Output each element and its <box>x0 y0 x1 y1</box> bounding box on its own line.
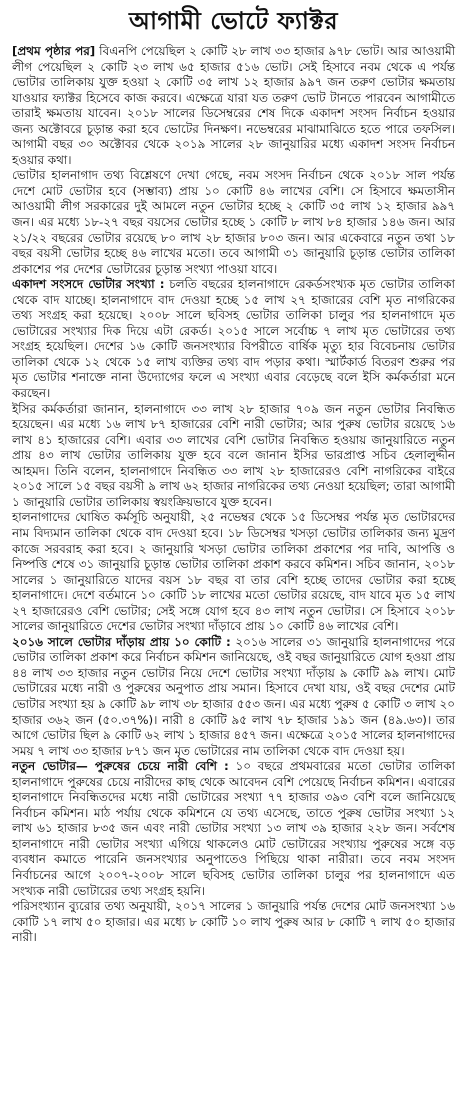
headline: আগামী ভোটে ফ্যাক্টর <box>128 7 339 35</box>
paragraph-7-text: ১০ বছরে প্রথমবারের মতো ভোটার তালিকা হালনাগাদে পুরুষের চেয়ে নারীদের কাছ থেকে আবেদন বেশি পেয়েছে নির্বাচন কমিশন। এবারের হালনাগাদে নিবন্ধিতদের মধ্যে নারী ভোটারের সংখ্যা ৭৭ হাজার ৩৯৩ বেশি বলে জানিয়েছে নির্বাচন কমিশন। মাঠ পর্যায় থেকে কমিশনে যে তথ্য এসেছে, তাতে পুরুষ ভোটার সংখ্যা ১২ লাখ ৬১ হাজার ৮৩৫ জন এবং নারী ভোটার সংখ্যা ১৩ লাখ ৩৯ হাজার ২২৮ জন। সর্বশেষ হালনাগাদে নারী ভোটার সংখ্যা এগিয়ে থাকলেও মোট ভোটারের সংখ্যায় পুরুষের সঙ্গে বড় ব্যবধান কমাতে পারেনি জনসংখ্যার অনুপাতেও পিছিয়ে থাকা নারীরা। তবে নবম সংসদ নির্বাচনের আগে ২০০৭-২০০৮ সালে ছবিসহ ভোটার তালিকা চালুর পর হালনাগাদে এত সংখ্যক নারী ভোটারের তথ্য সংগ্রহ হয়নি। <box>12 759 455 898</box>
subheading-new-voters-women: নতুন ভোটার— পুরুষের চেয়ে নারী বেশি : <box>12 759 229 774</box>
paragraph-1 <box>12 44 455 168</box>
subheading-eleventh-parliament-voters: একাদশ সংসদে ভোটার সংখ্যা : <box>12 277 165 292</box>
paragraph-6-text: ২০১৬ সালের ৩১ জানুয়ারি হালনাগাদের পরে ভোটার তালিকা প্রকাশ করে নির্বাচন কমিশন জানিয়েছে, ওই বছর জানুয়ারিতে যোগ হওয়া প্রায় ৪৪ লাখ ৩৩ হাজার নতুন ভোটার নিয়ে দেশে ভোটার সংখ্যা দাঁড়ায় ৯ কোটি ৯৯ লাখ। মোট ভোটারের মধ্যে নারী ও পুরুষের অনুপাত প্রায় সমান। হিসাবে দেখা যায়, ওই বছর দেশের মোট ভোটার সংখ্যা হয় ৯ কোটি ৯৮ লাখ ৩৮ হাজার ৫৫৩ জন। এর মধ্যে পুরুষ ৫ কোটি ৩ লাখ ২০ হাজার ৩৬২ জন (৫০.৩৭%)। নারী ৪ কোটি ৯৫ লাখ ৭৮ হাজার ১৯১ জন (৪৯.৬৩)। তার আগে ভোটার ছিল ৯ কোটি ৬২ লাখ ১ হাজার ৪৫৭ জন। এক্ষেত্রে ২০১৫ সালের হালনাগাদের সময় ৭ লাখ ৩৩ হাজার ৮৭১ জন মৃত ভোটারের নাম তালিকা থেকে বাদ দেওয়া হয়। <box>12 634 455 758</box>
paragraph-8: পরিসংখ্যান ব্যুরোর তথ্য অনুযায়ী, ২০১৭ সালের ১ জানুয়ারি পর্যন্ত দেশের মোট জনসংখ্যা ১৬ কোটি ১৭ লাখ ৫০ হাজার। এর মধ্যে ৮ কোটি ১০ লাখ পুরুষ আর ৮ কোটি ৭ লাখ ৫০ হাজার নারী। <box>12 899 455 945</box>
paragraph-3 <box>12 277 455 401</box>
paragraph-6 <box>12 635 455 759</box>
paragraph-3-text: চলতি বছরের হালনাগাদে রেকর্ডসংখ্যক মৃত ভোটার তালিকা থেকে বাদ যাচ্ছে। হালনাগাদে বাদ দেওয়া হচ্ছে ১৫ লাখ ২৭ হাজারের বেশি মৃত নাগরিকের তথ্য সংগ্রহ করা হয়েছে। ২০০৮ সালে ছবিসহ ভোটার তালিকা চালুর পর হালনাগাদে মৃত ভোটারের সংখ্যার দিক দিয়ে এটা রেকর্ড। ২০১৫ সালে সর্বোচ্চ ৭ লাখ মৃত ভোটারের তথ্য সংগ্রহ হয়েছিল। দেশের ১৬ কোটি জনসংখ্যার বিপরীতে বার্ষিক মৃত্যু হার বিবেচনায় ভোটার তালিকা থেকে ১২ থেকে ১৫ লাখ ব্যক্তির তথ্য বাদ পড়ার কথা। স্মার্টকার্ড বিতরণ শুরুর পর মৃত ভোটার শনাক্তে নানা উদ্যোগের ফলে এ সংখ্যা এবার বেড়েছে বলে ইসি কর্মকর্তারা মনে করছেন। <box>12 277 455 401</box>
paragraph-1-text: বিএনপি পেয়েছিল ২ কোটি ২৮ লাখ ৩৩ হাজার ৯৭৮ ভোট। আর আওয়ামী লীগ পেয়েছিল ২ কোটি ২৩ লাখ ৬৫ হাজার ৫১৬ ভোট। সেই হিসাবে নবম থেকে এ পর্যন্ত ভোটার তালিকায় যুক্ত হওয়া ২ কোটি ৩৫ লাখ ১২ হাজার ৯৯৭ জন তরুণ ভোটার ক্ষমতায় যাওয়ার ফ্যাক্টর হিসেবে কাজ করবে। এক্ষেত্রে যারা যত তরুণ ভোট টানতে পারবেন আগামীতে তারাই ক্ষমতায় যাবেন। ২০১৮ সালের ডিসেম্বরের শেষ দিকে একাদশ সংসদ নির্বাচন হওয়ার জন্য অক্টোবরে চূড়ান্ত করা হবে ভোটের দিনক্ষণ। নভেম্বরের মাঝামাঝিতে হতে পারে তফসিল। আগামী বছর ৩০ অক্টোবর থেকে ২০১৯ সালের ২৮ জানুয়ারির মধ্যে একাদশ সংসদ নির্বাচন হওয়ার কথা। <box>12 44 456 167</box>
continuation-marker: [প্রথম পৃষ্ঠার পর] <box>12 44 96 58</box>
paragraph-2: ভোটার হালনাগাদ তথ্য বিশ্লেষণে দেখা গেছে, নবম সংসদ নির্বাচন থেকে ২০১৮ সাল পর্যন্ত দেশে মোট ভোটার হবে (সম্ভাব্য) প্রায় ১০ কোটি ৪৬ লাখের বেশি। সে হিসাবে ক্ষমতাসীন আওয়ামী লীগ সরকারের দুই আমলে নতুন ভোটার হচ্ছে ২ কোটি ৩৫ লাখ ১২ হাজার ৯৯৭ জন। এর মধ্যে ১৮-২৭ বছর বয়সের ভোটার হচ্ছে ১ কোটি ৮ লাখ ৮৪ হাজার ১৪৬ জন। আর ২১/২২ বছরের ভোটার রয়েছে ৮০ লাখ ২৮ হাজার ৮০৩ জন। আর একেবারে নতুন তথা ১৮ বছর বয়সী ভোটার হচ্ছে ৪৬ লাখের মতো। তবে আগামী ৩১ জানুয়ারি চূড়ান্ত ভোটার তালিকা প্রকাশের পর দেশের ভোটারের চূড়ান্ত সংখ্যা পাওয়া যাবে। <box>12 168 455 276</box>
paragraph-4: ইসির কর্মকর্তারা জানান, হালনাগাদে ৩৩ লাখ ২৮ হাজার ৭০৯ জন নতুন ভোটার নিবন্ধিত হয়েছেন। এর মধ্যে ১৬ লাখ ৮৭ হাজারের বেশি নারী ভোটার; আর পুরুষ ভোটার রয়েছে ১৬ লাখ ৪১ হাজারের বেশি। এবার ৩৩ লাখের বেশি ভোটার নিবন্ধিত হওয়ায় জানুয়ারিতে নতুন প্রায় ৪৩ লাখ ভোটার তালিকায় যুক্ত হবে বলে জানান ইসির ভারপ্রাপ্ত সচিব হেলালুদ্দীন আহমদ। তিনি বলেন, হালনাগাদে নিবন্ধিত ৩৩ লাখ ২৮ হাজারেরও বেশি নাগরিকের বাইরে ২০১৫ সালে ১৫ বছর বয়সী ৯ লাখ ৬২ হাজার নাগরিকের তথ্য নেওয়া হয়েছিল; তারা আগামী ১ জানুয়ারি ভোটার তালিকায় স্বয়ংক্রিয়ভাবে যুক্ত হবেন। <box>12 401 455 509</box>
article-body <box>12 44 455 946</box>
subheading-2016-voters: ২০১৬ সালে ভোটার দাঁড়ায় প্রায় ১০ কোটি : <box>12 634 231 649</box>
paragraph-7 <box>12 759 455 899</box>
paragraph-5: হালনাগাদের ঘোষিত কর্মসূচি অনুযায়ী, ২৫ নভেম্বর থেকে ১৫ ডিসেম্বর পর্যন্ত মৃত ভোটারদের নাম বিদ্যমান তালিকা থেকে বাদ দেওয়া হবে। ১৮ ডিসেম্বর খসড়া ভোটার তালিকার জন্য মুদ্রণ কাজে সরবরাহ করা হবে। ২ জানুয়ারি খসড়া ভোটার তালিকা প্রকাশের পর দাবি, আপত্তি ও নিষ্পত্তি শেষে ৩১ জানুয়ারি চূড়ান্ত ভোটার তালিকা প্রকাশ করবে কমিশন। সচিব জানান, ২০১৮ সালের ১ জানুয়ারিতে যাদের বয়স ১৮ বছর বা তার বেশি হচ্ছে তাদের ভোটার করা হচ্ছে হালনাগাদে। দেশে বর্তমানে ১০ কোটি ১৮ লাখের মতো ভোটার রয়েছে, বাদ যাবে মৃত ১৫ লাখ ২৭ হাজারেরও বেশি ভোটার; সেই সঙ্গে যোগ হবে ৪৩ লাখ নতুন ভোটার। সে হিসাবে ২০১৮ সালের জানুয়ারিতে দেশের ভোটার সংখ্যা দাঁড়াবে প্রায় ১০ কোটি ৪৬ লাখের বেশি। <box>12 510 455 634</box>
